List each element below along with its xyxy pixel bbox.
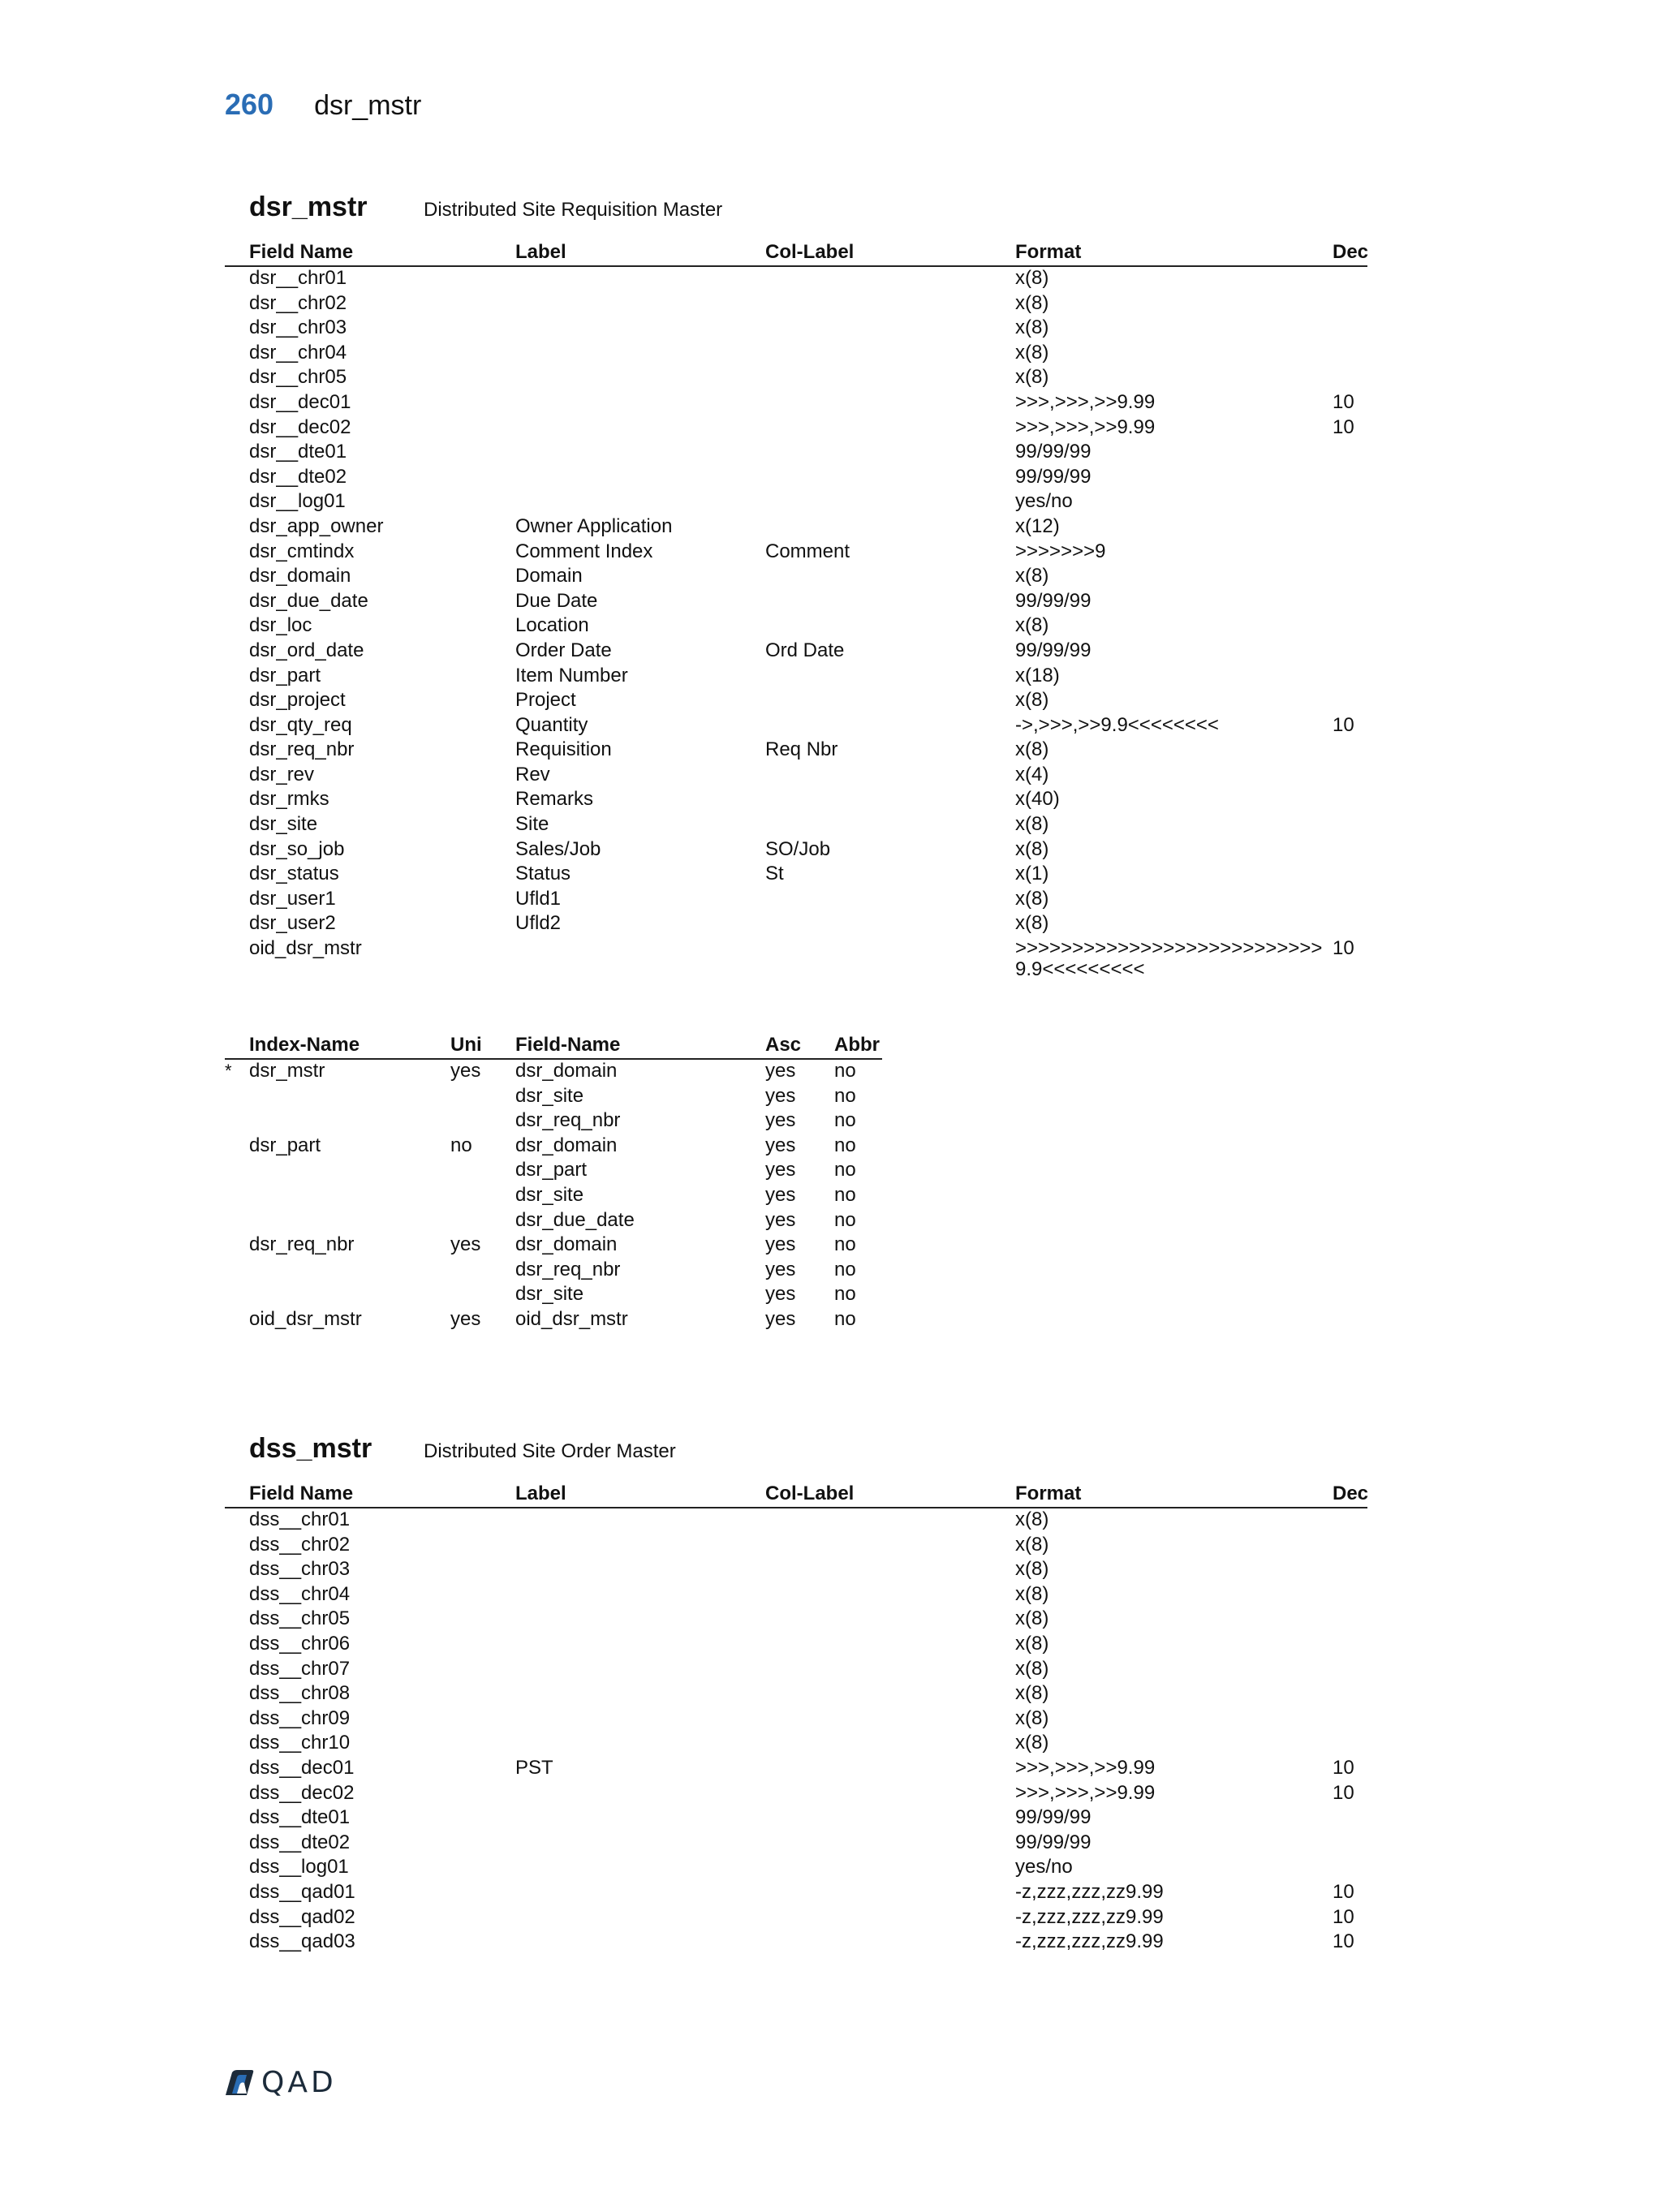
field-format: -z,zzz,zzz,zz9.99 [1015,1905,1164,1928]
table-row [225,1681,1367,1706]
field-name: dss__chr01 [249,1508,351,1530]
table-row [225,1706,1367,1732]
table-row [225,440,1367,465]
table-row [225,1831,1367,1856]
field-name: dss__qad03 [249,1930,355,1953]
dsr-mstr-title [249,192,722,223]
index-abbreviated: no [834,1084,856,1107]
field-format: x(8) [1015,912,1049,935]
field-name: dsr__chr01 [249,267,347,289]
table-row [225,291,1367,316]
field-name: dss__chr09 [249,1706,351,1729]
field-format: 99/99/99 [1015,441,1091,463]
index-field-name: dsr_domain [515,1134,618,1156]
field-format: x(8) [1015,1657,1049,1680]
col-header-dec: Dec [1333,1483,1369,1504]
table-row [225,1731,1367,1756]
col-header-col-label: Col-Label [765,1483,855,1504]
field-name: dsr_rev [249,763,315,785]
table-row [225,1582,1367,1607]
field-label: Ufld2 [515,912,562,935]
field-name: dsr_status [249,863,339,885]
qad-logo [224,2066,337,2099]
col-header-label: Label [515,241,566,263]
index-ascending: yes [765,1208,796,1231]
index-abbreviated: no [834,1109,856,1132]
table-row [225,862,1367,887]
field-name: dsr_project [249,689,346,712]
field-name: dsr__chr03 [249,316,347,339]
table-row [225,738,1367,763]
table-description: Distributed Site Requisition Master [424,199,723,221]
field-label: Item Number [515,664,628,686]
field-name: dsr_ord_date [249,639,364,661]
field-format: x(40) [1015,788,1060,811]
index-abbreviated: no [834,1233,856,1256]
table-row [225,664,1367,689]
field-format: x(8) [1015,813,1049,836]
table-row [225,812,1367,837]
field-name: dss__chr03 [249,1558,351,1581]
field-name: dsr_app_owner [249,514,384,537]
field-label: Status [515,863,571,885]
field-name: dss__chr10 [249,1732,351,1754]
index-field-name: dsr_req_nbr [515,1109,621,1132]
field-format: >>>,>>>,>>9.99 [1015,390,1156,413]
index-row [225,1233,882,1258]
index-ascending: yes [765,1109,796,1132]
field-name: dsr_part [249,664,321,686]
index-abbreviated: no [834,1307,856,1330]
field-format: x(12) [1015,514,1060,537]
index-ascending: yes [765,1183,796,1206]
field-name: dsr__chr05 [249,366,347,389]
page-number: 260 [225,88,274,121]
field-name: dsr_qty_req [249,713,352,736]
table-row [225,390,1367,415]
index-unique: no [450,1134,472,1156]
dss-mstr-field-table [225,1508,1367,1955]
index-ascending: yes [765,1084,796,1107]
field-name: dsr_so_job [249,837,345,860]
index-field-name: dsr_part [515,1159,588,1181]
col-header-index-name: Index-Name [249,1034,360,1056]
col-header-field-name: Field-Name [515,1034,621,1056]
primary-index-marker: * [225,1061,232,1081]
index-row [225,1208,882,1233]
field-format: >>>,>>>,>>9.99 [1015,1756,1156,1779]
field-format: x(8) [1015,1582,1049,1605]
field-format: x(8) [1015,291,1049,314]
dsr-mstr-field-header [225,241,1367,267]
table-row [225,1508,1367,1533]
table-row [225,589,1367,614]
field-col-label: Ord Date [765,639,845,661]
field-format: x(8) [1015,267,1049,289]
dss-mstr-field-header [225,1483,1367,1508]
field-name: dss__chr08 [249,1682,351,1705]
field-name: dss__chr05 [249,1607,351,1630]
field-dec: 10 [1333,415,1354,438]
field-name: dss__log01 [249,1856,349,1878]
field-format: x(4) [1015,763,1049,785]
table-row [225,1905,1367,1930]
index-row [225,1183,882,1208]
index-field-name: dsr_domain [515,1060,618,1082]
index-row [225,1158,882,1183]
index-field-name: dsr_site [515,1183,584,1206]
field-format: x(8) [1015,366,1049,389]
field-label: Owner Application [515,514,673,537]
index-row [225,1258,882,1283]
index-ascending: yes [765,1258,796,1280]
index-name: dsr_part [249,1134,321,1156]
table-row [225,1657,1367,1682]
field-name: dsr__chr02 [249,291,347,314]
index-row [225,1084,882,1109]
index-ascending: yes [765,1060,796,1082]
field-format: 99/99/99 [1015,465,1091,488]
dsr-mstr-index-header [225,1034,882,1060]
table-row [225,266,1367,291]
index-unique: yes [450,1307,481,1330]
field-format: x(8) [1015,1706,1049,1729]
col-header-field-name: Field Name [249,241,354,263]
field-name: dsr__dte02 [249,465,347,488]
table-row [225,1855,1367,1880]
table-row [225,639,1367,664]
field-format: -z,zzz,zzz,zz9.99 [1015,1930,1164,1953]
field-format: 99/99/99 [1015,639,1091,661]
index-abbreviated: no [834,1060,856,1082]
table-row [225,489,1367,514]
field-label: Remarks [515,788,594,811]
index-field-name: oid_dsr_mstr [515,1307,628,1330]
index-name: dsr_req_nbr [249,1233,355,1256]
logo-text: QAD [261,2066,337,2099]
field-name: dsr__dec02 [249,415,351,438]
field-name: dss__dec01 [249,1756,355,1779]
index-name: oid_dsr_mstr [249,1307,362,1330]
index-row [225,1307,882,1332]
field-format: ->,>>>,>>9.9<<<<<<<< [1015,713,1219,736]
dss-mstr-title [249,1433,676,1465]
field-name: oid_dsr_mstr [249,937,362,960]
table-row [225,316,1367,341]
field-format: x(8) [1015,689,1049,712]
index-ascending: yes [765,1134,796,1156]
field-format: 99/99/99 [1015,1806,1091,1829]
field-label: Requisition [515,738,612,761]
field-name: dsr_user2 [249,912,336,935]
index-field-name: dsr_site [515,1084,584,1107]
field-name: dss__qad02 [249,1905,355,1928]
field-label: Ufld1 [515,887,562,910]
field-name: dss__dec02 [249,1781,355,1804]
field-dec: 10 [1333,713,1354,736]
field-format: yes/no [1015,1856,1073,1878]
table-row [225,936,1367,979]
index-unique: yes [450,1233,481,1256]
table-description: Distributed Site Order Master [424,1440,676,1462]
field-col-label: Comment [765,540,850,562]
table-row [225,1880,1367,1905]
table-row [225,837,1367,863]
field-format: -z,zzz,zzz,zz9.99 [1015,1880,1164,1903]
field-format: x(18) [1015,664,1060,686]
field-name: dsr__dec01 [249,390,351,413]
field-format: x(8) [1015,341,1049,364]
field-name: dsr_cmtindx [249,540,355,562]
field-dec: 10 [1333,1930,1354,1953]
field-format: x(8) [1015,1682,1049,1705]
index-abbreviated: no [834,1134,856,1156]
field-name: dsr_domain [249,565,351,587]
field-name: dsr_req_nbr [249,738,355,761]
field-dec: 10 [1333,1905,1354,1928]
index-field-name: dsr_domain [515,1233,618,1256]
field-dec: 10 [1333,1880,1354,1903]
index-field-name: dsr_req_nbr [515,1258,621,1280]
field-label: Due Date [515,589,598,612]
field-format: x(8) [1015,1732,1049,1754]
field-label: Location [515,614,589,637]
qad-logo-icon [224,2069,255,2097]
field-col-label: St [765,863,784,885]
field-col-label: SO/Job [765,837,831,860]
field-name: dss__chr02 [249,1533,351,1556]
field-format: >>>,>>>,>>9.99 [1015,415,1156,438]
field-label: Sales/Job [515,837,601,860]
col-header-label: Label [515,1483,566,1504]
field-format: x(8) [1015,316,1049,339]
field-format: x(8) [1015,614,1049,637]
field-format: x(8) [1015,1558,1049,1581]
field-name: dsr__log01 [249,490,346,513]
index-ascending: yes [765,1307,796,1330]
table-row [225,1805,1367,1831]
field-format: x(8) [1015,837,1049,860]
field-name: dss__dte02 [249,1831,351,1853]
field-format: x(8) [1015,1533,1049,1556]
table-row [225,911,1367,936]
field-format: x(8) [1015,1607,1049,1630]
field-format: x(8) [1015,1632,1049,1655]
table-row [225,514,1367,540]
field-label: Site [515,813,549,836]
field-format: 99/99/99 [1015,1831,1091,1853]
index-row [225,1108,882,1134]
table-row [225,787,1367,812]
field-format: x(1) [1015,863,1049,885]
table-row [225,415,1367,441]
field-name: dsr__chr04 [249,341,347,364]
field-name: dsr_site [249,813,318,836]
table-row [225,1607,1367,1632]
dsr-mstr-field-table [225,266,1367,979]
index-name: dsr_mstr [249,1060,325,1082]
field-dec: 10 [1333,937,1354,960]
field-label: Domain [515,565,583,587]
field-name: dsr__dte01 [249,441,347,463]
field-label: Quantity [515,713,588,736]
table-row [225,341,1367,366]
col-header-asc: Asc [765,1034,802,1056]
field-name: dss__dte01 [249,1806,351,1829]
table-row [225,465,1367,490]
page-section-title: dsr_mstr [314,90,422,121]
field-name: dsr_due_date [249,589,368,612]
index-abbreviated: no [834,1258,856,1280]
table-row [225,1756,1367,1781]
table-row [225,688,1367,713]
table-row [225,540,1367,565]
table-name: dsr_mstr [249,192,368,222]
index-row [225,1134,882,1159]
index-abbreviated: no [834,1183,856,1206]
table-row [225,763,1367,788]
field-format: x(8) [1015,565,1049,587]
index-field-name: dsr_due_date [515,1208,635,1231]
field-format: x(8) [1015,887,1049,910]
index-row [225,1282,882,1307]
field-format: >>>>>>>9 [1015,540,1106,562]
index-unique: yes [450,1060,481,1082]
table-row [225,564,1367,589]
col-header-col-label: Col-Label [765,241,855,263]
field-name: dss__qad01 [249,1880,355,1903]
field-format: 99/99/99 [1015,589,1091,612]
index-ascending: yes [765,1233,796,1256]
index-field-name: dsr_site [515,1283,584,1306]
table-name: dss_mstr [249,1433,372,1464]
table-row [225,1533,1367,1558]
index-abbreviated: no [834,1159,856,1181]
table-row [225,1930,1367,1955]
col-header-abbr: Abbr [834,1034,880,1056]
field-col-label: Req Nbr [765,738,838,761]
field-format: yes/no [1015,490,1073,513]
field-format: x(8) [1015,1508,1049,1530]
table-row [225,1557,1367,1582]
col-header-uni: Uni [450,1034,482,1056]
table-row [225,887,1367,912]
field-label: Project [515,689,576,712]
field-label: PST [515,1756,553,1779]
field-label: Rev [515,763,550,785]
field-name: dss__chr04 [249,1582,351,1605]
field-name: dsr_rmks [249,788,329,811]
field-name: dss__chr07 [249,1657,351,1680]
table-row [225,1781,1367,1806]
table-row [225,713,1367,738]
field-format: >>>,>>>,>>9.99 [1015,1781,1156,1804]
field-label: Order Date [515,639,612,661]
table-row [225,613,1367,639]
field-label: Comment Index [515,540,653,562]
col-header-dec: Dec [1333,241,1369,263]
field-name: dsr_user1 [249,887,336,910]
index-ascending: yes [765,1159,796,1181]
index-abbreviated: no [834,1208,856,1231]
table-row [225,1632,1367,1657]
field-name: dss__chr06 [249,1632,351,1655]
field-format: >>>>>>>>>>>>>>>>>>>>>>>>>>>9.9<<<<<<<<< [1015,937,1323,981]
field-dec: 10 [1333,390,1354,413]
table-row [225,365,1367,390]
field-dec: 10 [1333,1781,1354,1804]
index-row [225,1059,882,1084]
index-abbreviated: no [834,1283,856,1306]
page-header [225,88,421,128]
field-name: dsr_loc [249,614,312,637]
col-header-format: Format [1015,241,1082,263]
index-ascending: yes [765,1283,796,1306]
field-dec: 10 [1333,1756,1354,1779]
col-header-field-name: Field Name [249,1483,354,1504]
col-header-format: Format [1015,1483,1082,1504]
dsr-mstr-index-table [225,1059,882,1332]
field-format: x(8) [1015,738,1049,761]
